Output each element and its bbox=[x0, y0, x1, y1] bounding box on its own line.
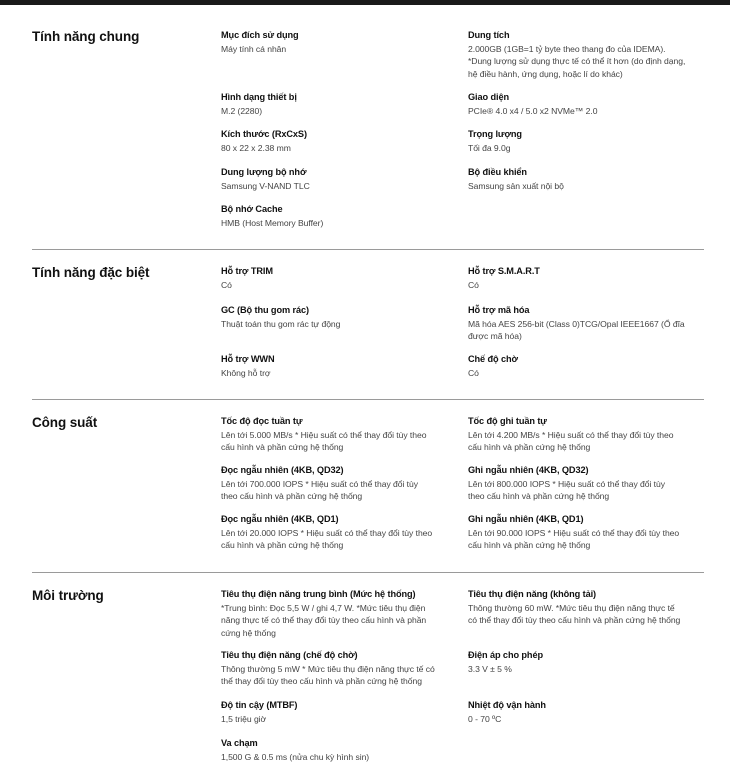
spec-label: Hỗ trợ S.M.A.R.T bbox=[468, 266, 540, 276]
spec-form-factor bbox=[221, 91, 457, 117]
spec-value: Samsung sản xuất nội bộ bbox=[468, 181, 564, 191]
spec-dimensions bbox=[221, 128, 457, 154]
spec-value: Lên tới 700.000 IOPS * Hiệu suất có thể thay đổi tùy theo cấu hình và phần cứng hệ thống bbox=[221, 479, 418, 502]
spec-value: 1,5 triệu giờ bbox=[221, 714, 267, 724]
top-bar bbox=[0, 0, 730, 5]
spec-operating-temp bbox=[468, 699, 704, 725]
section-general-features bbox=[32, 29, 704, 239]
spec-label: GC (Bộ thu gom rác) bbox=[221, 305, 309, 315]
spec-label: Tiêu thụ điện năng (chế độ chờ) bbox=[221, 650, 358, 660]
section-performance bbox=[32, 415, 704, 560]
spec-seq-write bbox=[468, 415, 704, 454]
spec-mtbf bbox=[221, 699, 457, 725]
spec-sleep-mode bbox=[468, 353, 704, 379]
spec-interface bbox=[468, 91, 704, 117]
spec-controller bbox=[468, 166, 704, 192]
spec-label: Tốc độ đọc tuần tự bbox=[221, 416, 303, 426]
spec-shock bbox=[221, 737, 457, 763]
spec-label: Bộ điều khiển bbox=[468, 167, 527, 177]
spec-value: Có bbox=[221, 280, 232, 290]
section-divider bbox=[32, 399, 704, 400]
spec-value: M.2 (2280) bbox=[221, 106, 263, 116]
spec-label: Kích thước (RxCxS) bbox=[221, 129, 307, 139]
spec-value: Lên tới 20.000 IOPS * Hiệu suất có thể thay đổi tùy theo cấu hình và phần cứng hệ thống bbox=[221, 528, 433, 551]
section-special-features bbox=[32, 265, 704, 385]
spec-label: Đọc ngẫu nhiên (4KB, QD1) bbox=[221, 514, 339, 524]
spec-value: Thông thường 60 mW. *Mức tiêu thụ điện năng thực tế có thể thay đổi tùy theo cấu hình và phần cứng hệ thống bbox=[468, 603, 681, 626]
spec-label: Trọng lượng bbox=[468, 129, 522, 139]
spec-value: HMB (Host Memory Buffer) bbox=[221, 218, 324, 228]
spec-label: Điện áp cho phép bbox=[468, 650, 543, 660]
spec-label: Hỗ trợ WWN bbox=[221, 354, 275, 364]
spec-label: Ghi ngẫu nhiên (4KB, QD1) bbox=[468, 514, 584, 524]
spec-encryption bbox=[468, 304, 704, 343]
spec-wwn bbox=[221, 353, 457, 379]
spec-trim bbox=[221, 265, 457, 291]
spec-value: 2.000GB (1GB=1 tỷ byte theo thang đo của IDEMA). *Dung lượng sử dụng thực tế có thể ít hơn (do định dạng, hệ điều hành, ứng dụng, hoặc lí do khác) bbox=[468, 44, 686, 79]
spec-value: Lên tới 90.000 IOPS * Hiệu suất có thể thay đổi tùy theo cấu hình và phần cứng hệ thống bbox=[468, 528, 680, 551]
spec-value: 80 x 22 x 2.38 mm bbox=[221, 143, 291, 153]
spec-purpose bbox=[221, 29, 457, 55]
spec-label: Hỗ trợ mã hóa bbox=[468, 305, 530, 315]
spec-value: Thông thường 5 mW * Mức tiêu thụ điện năng thực tế có thể thay đổi tùy theo cấu hình và phần cứng hệ thống bbox=[221, 664, 435, 687]
spec-value: 3.3 V ± 5 % bbox=[468, 664, 512, 674]
spec-label: Độ tin cậy (MTBF) bbox=[221, 700, 298, 710]
section-divider bbox=[32, 572, 704, 573]
spec-sleep-power bbox=[221, 649, 457, 688]
spec-label: Dung lượng bộ nhớ bbox=[221, 167, 307, 177]
spec-voltage bbox=[468, 649, 704, 675]
spec-label: Hỗ trợ TRIM bbox=[221, 266, 273, 276]
spec-value: 0 - 70 ºC bbox=[468, 714, 502, 724]
spec-value: PCIe® 4.0 x4 / 5.0 x2 NVMe™ 2.0 bbox=[468, 106, 598, 116]
section-title: Môi trường bbox=[32, 588, 104, 603]
spec-value: *Trung bình: Đọc 5,5 W / ghi 4,7 W. *Mức tiêu thụ điện năng thực tế có thể thay đổi tùy theo cấu hình và phần cứng hệ thống bbox=[221, 603, 427, 638]
spec-label: Ghi ngẫu nhiên (4KB, QD32) bbox=[468, 465, 589, 475]
spec-value: Có bbox=[468, 280, 479, 290]
section-title: Công suất bbox=[32, 415, 98, 430]
spec-label: Dung tích bbox=[468, 30, 510, 40]
spec-label: Va chạm bbox=[221, 738, 258, 748]
spec-value: Lên tới 800.000 IOPS * Hiệu suất có thể thay đổi tùy theo cấu hình và phần cứng hệ thống bbox=[468, 479, 665, 502]
spec-label: Nhiệt độ vận hành bbox=[468, 700, 546, 710]
spec-value: Mã hóa AES 256-bit (Class 0)TCG/Opal IEEE1667 (Ổ đĩa được mã hóa) bbox=[468, 319, 685, 342]
spec-idle-power bbox=[468, 588, 704, 627]
spec-value: Có bbox=[468, 368, 479, 378]
spec-avg-power bbox=[221, 588, 457, 639]
spec-cache bbox=[221, 203, 457, 229]
spec-value: Samsung V-NAND TLC bbox=[221, 181, 310, 191]
section-title: Tính năng đặc biệt bbox=[32, 265, 150, 280]
spec-value: 1,500 G & 0.5 ms (nửa chu kỳ hình sin) bbox=[221, 752, 370, 762]
spec-storage-memory bbox=[221, 166, 457, 192]
spec-label: Hình dạng thiết bị bbox=[221, 92, 297, 102]
spec-label: Mục đích sử dụng bbox=[221, 30, 299, 40]
spec-value: Lên tới 5.000 MB/s * Hiệu suất có thể thay đổi tùy theo cấu hình và phần cứng hệ thống bbox=[221, 430, 427, 453]
spec-label: Giao diện bbox=[468, 92, 509, 102]
spec-capacity bbox=[468, 29, 718, 80]
spec-rand-write-qd32 bbox=[468, 464, 704, 503]
spec-value: Không hỗ trợ bbox=[221, 368, 271, 378]
spec-label: Tốc độ ghi tuần tự bbox=[468, 416, 547, 426]
spec-label: Bộ nhớ Cache bbox=[221, 204, 283, 214]
spec-label: Tiêu thụ điện năng (không tải) bbox=[468, 589, 596, 599]
spec-value: Thuật toán thu gom rác tự động bbox=[221, 319, 341, 329]
section-title: Tính năng chung bbox=[32, 29, 140, 44]
section-divider bbox=[32, 249, 704, 250]
spec-smart bbox=[468, 265, 704, 291]
spec-label: Tiêu thụ điện năng trung bình (Mức hệ thống) bbox=[221, 589, 416, 599]
spec-value: Lên tới 4.200 MB/s * Hiệu suất có thể thay đổi tùy theo cấu hình và phần cứng hệ thống bbox=[468, 430, 674, 453]
spec-label: Chế độ chờ bbox=[468, 354, 518, 364]
spec-value: Tối đa 9.0g bbox=[468, 143, 511, 153]
spec-value: Máy tính cá nhân bbox=[221, 44, 287, 54]
spec-weight bbox=[468, 128, 704, 154]
spec-gc bbox=[221, 304, 457, 330]
spec-seq-read bbox=[221, 415, 457, 454]
spec-label: Đọc ngẫu nhiên (4KB, QD32) bbox=[221, 465, 344, 475]
spec-rand-read-qd1 bbox=[221, 513, 457, 552]
spec-rand-read-qd32 bbox=[221, 464, 457, 503]
spec-rand-write-qd1 bbox=[468, 513, 704, 552]
section-environment bbox=[32, 588, 704, 768]
